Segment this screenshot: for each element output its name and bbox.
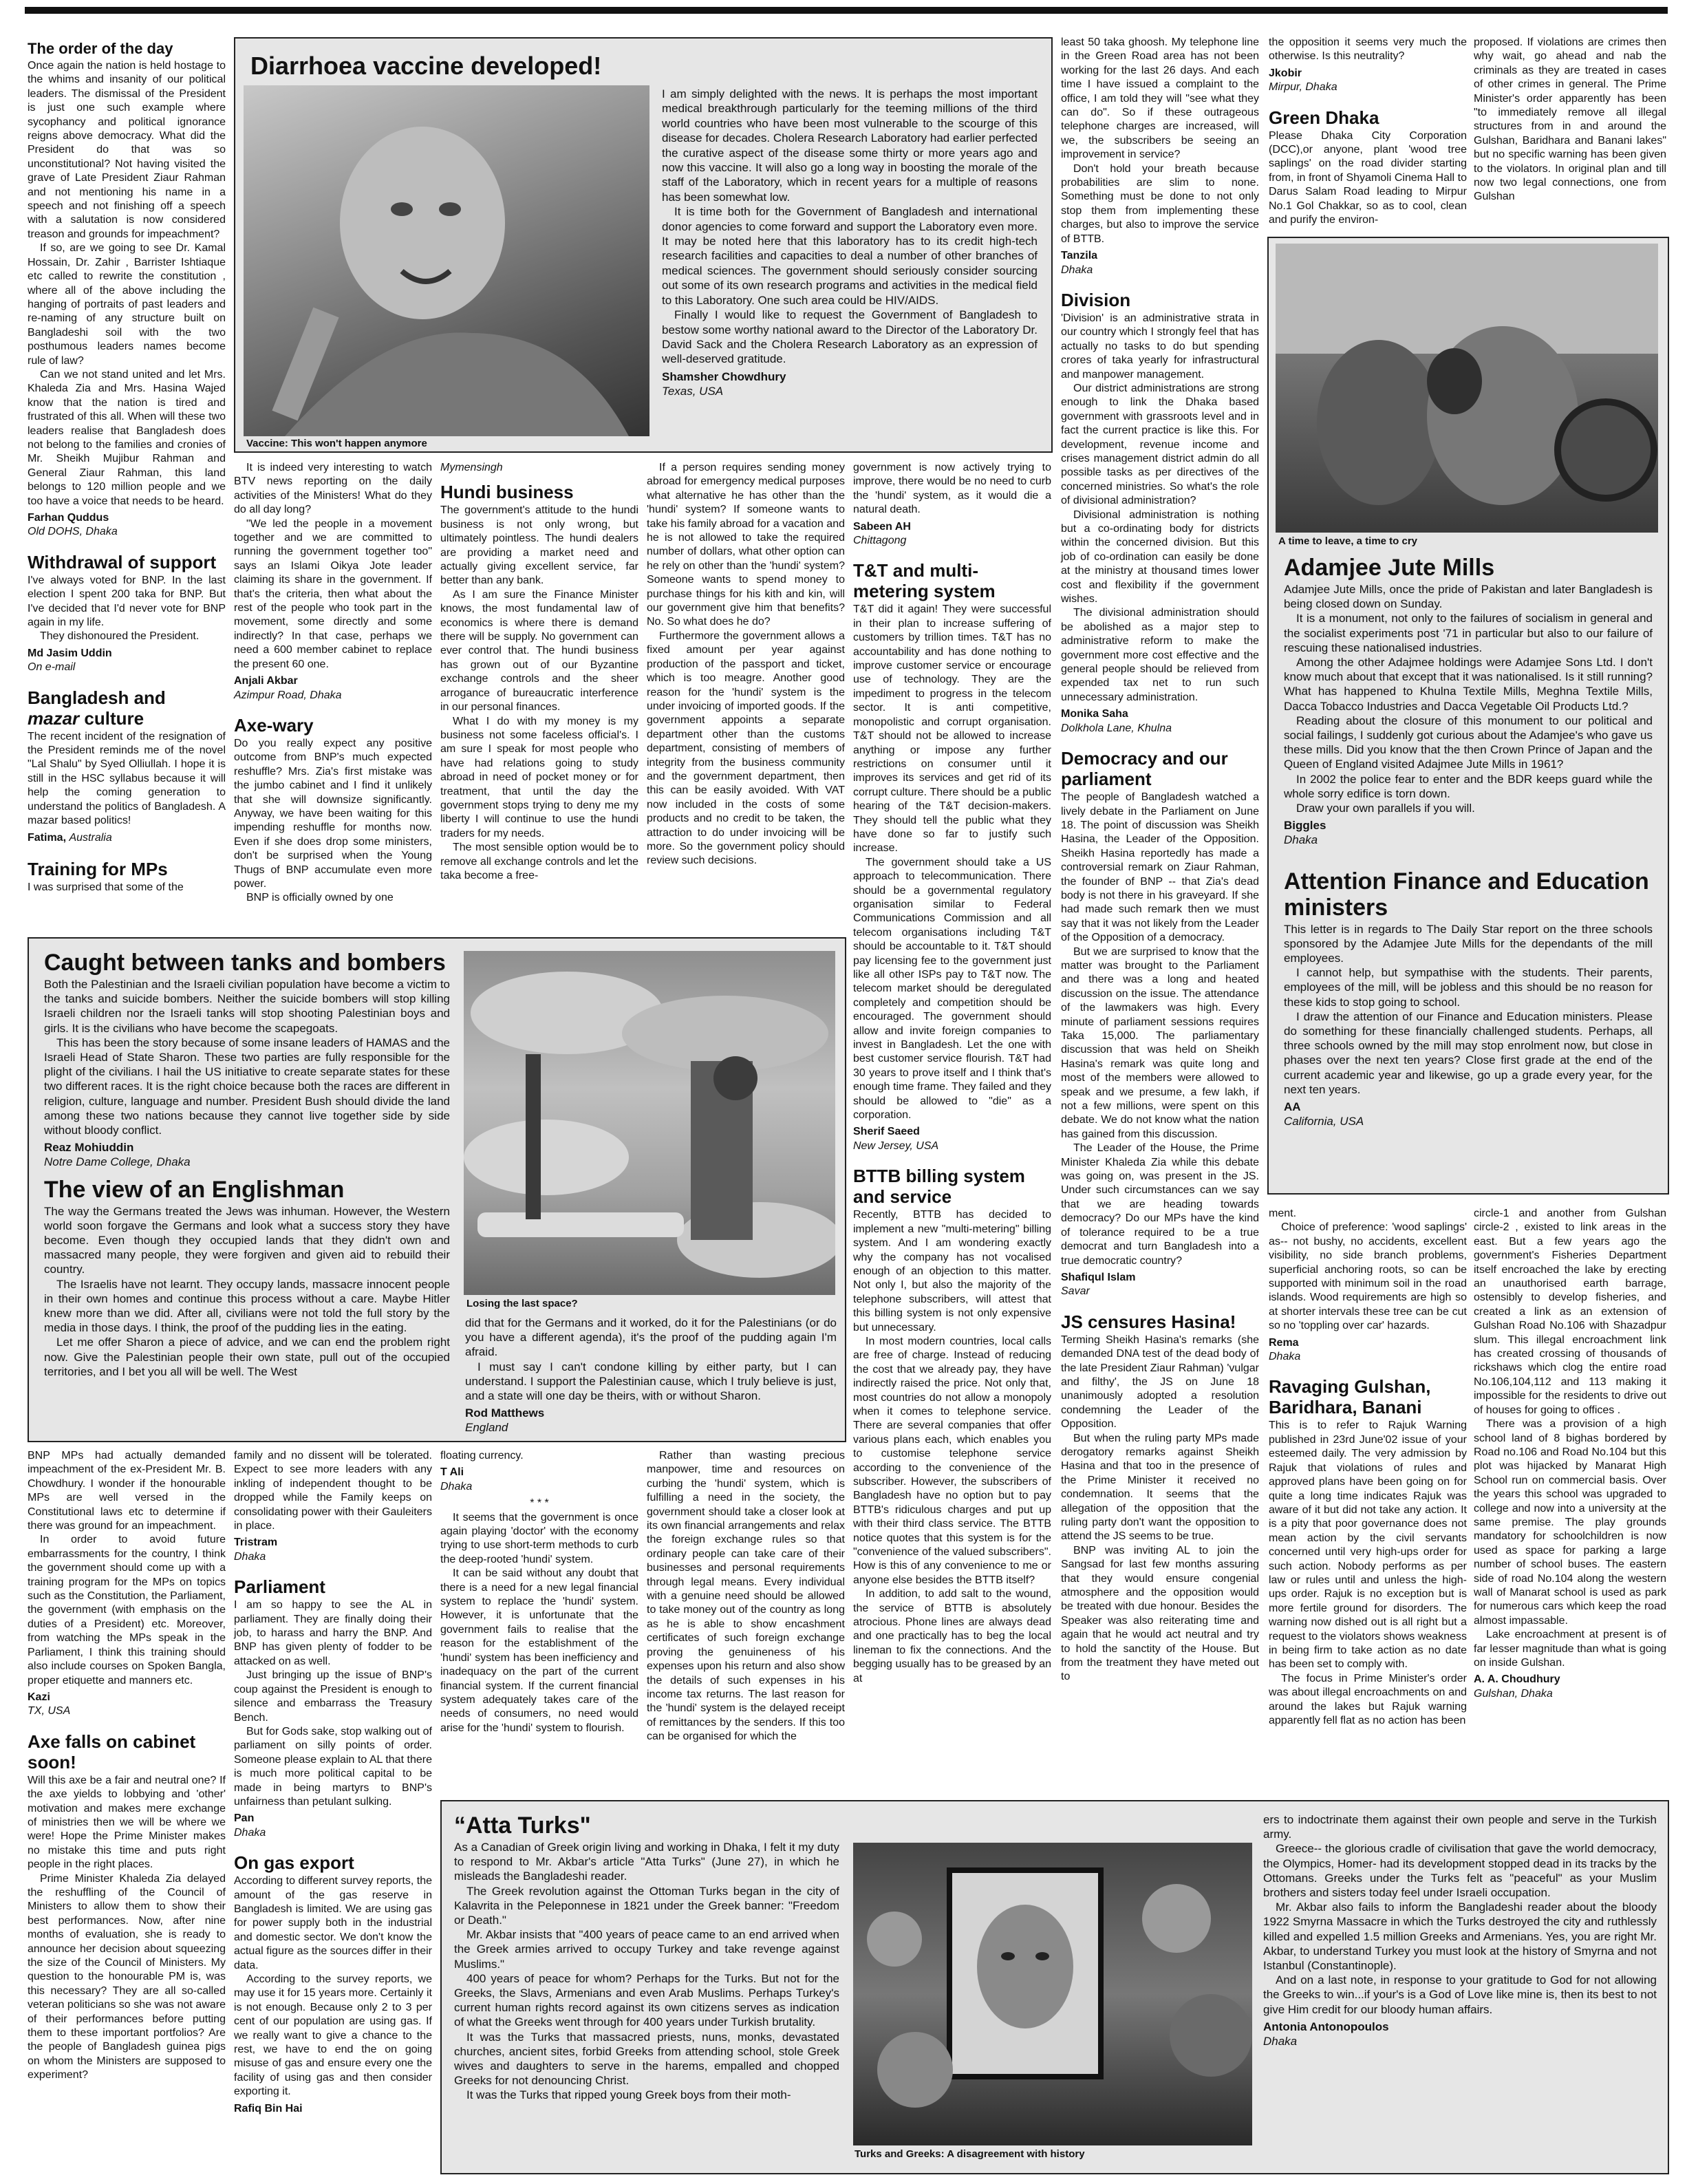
paragraph: Mr. Akbar insists that "400 years of peace came to an end arrived when the Greek armies arrived to occupy Turkey and take revenge against Muslims." bbox=[454, 1928, 839, 1971]
location: New Jersey, USA bbox=[853, 1139, 939, 1152]
column-parliament-gas bbox=[234, 1449, 432, 2116]
paragraph: But we are surprised to know that the matter was brought to the Parliament and there was a long and heated discussion on the issue. The attendance of the lawmakers was high. Every minute of parliament sessions requires Taka 15,000. The parliamentary discussion that was held on Sheikh Hasina's remark was quite long and most of the members were allowed to speak and we presume, a few lakh, if not a few millions, were spent on this debate. We do not know what the nation has gained from this discussion. bbox=[1061, 945, 1259, 1140]
location: Notre Dame College, Dhaka bbox=[44, 1155, 191, 1169]
headline-bttb-billing: BTTB billing system and service bbox=[853, 1166, 1025, 1208]
paragraph: circle-1 and another from Gulshan circle-2 , existed to link areas in the east. But a few years ago the government's Fisheries Department itself encroached the lake by erecting an unauthorised earth barrage, ostensibly to develop fisheries, and created a link as an extension of Gulshan Road No.106 with Shazadpur slum. This illegal encroachment link has created crossing of thousands of rickshaws which clog the entire road No.106,104,112 and 113 making it impossible for the residents to drive out of houses for going to offices . bbox=[1474, 1208, 1666, 1416]
feature-box-atta-turks bbox=[440, 1800, 1669, 2174]
paragraph: The divisional administration should be abolished as a major step to administrative reform to make the government more cost effective and the general people should be relieved from expended tax net to run such unnecessary administration. bbox=[1061, 607, 1259, 703]
paragraph: ment. bbox=[1269, 1208, 1297, 1219]
paragraph: I am simply delighted with the news. It is perhaps the most important medical breakthrough particularly for the teeming millions of the third world countries who have been most vulnerable to the scourge of this disease for decades. Cholera Research Laboratory had earlier perfected the curative aspect of the disease some thirty or more years ago and now this vaccine. It will also go a long way in boosting the morale of the staff of the Laboratory, which in recent years for a multiple of reasons has been somewhat low. bbox=[662, 87, 1038, 204]
signature: Tanzila bbox=[1061, 250, 1098, 262]
top-rule bbox=[25, 7, 1668, 14]
caption-diarrhoea: Vaccine: This won't happen anymore bbox=[246, 438, 427, 449]
paragraph: As I am sure the Finance Minister knows, the most fundamental law of economics is where there is demand there will be supply. No government can ever control that. The hundi business has grown out of our Byzantine exchange controls and the sheer arrogance of bureaucratic interference in our personal finances. bbox=[440, 588, 638, 714]
paragraph: the opposition it seems very much the otherwise. Is this neutrality? bbox=[1269, 36, 1467, 63]
paragraph: 'Division' is an administrative strata in our country which I strongly feel that has actually no tasks to do but spending crores of taka yearly for infrastructural and manpower management. bbox=[1061, 312, 1259, 381]
paragraph: Let me offer Sharon a piece of advice, and we can end the problem right now. Give the Palestinian people their own state, pull out of the occupied territories, and I bet you all will be well. The West bbox=[44, 1336, 450, 1378]
photo-sandbags-illustration bbox=[464, 951, 835, 1295]
paragraph: The way the Germans treated the Jews was inhuman. However, the Western world soon forgave the Germans and look what a success story they have become. Even though they occupied lands that they didn't own and massacred many people, they were forgiven and given aid to rebuild their country. bbox=[44, 1204, 450, 1276]
paragraph: proposed. If violations are crimes then why wait, go ahead and nab the criminals as they are treated in cases of other crimes in general. The Prime Minister's order apparently has been "to immediately remove all illegal structures from in and around the Gulshan, Baridhara and Banani lakes" but no specific warning has been given to the violators. In original plan and till now two legal connections, one from Gulshan bbox=[1474, 36, 1666, 203]
paragraph: I am so happy to see the AL in parliament. They are finally doing their job, to harass and harry the BNP. And BNP has given plenty of fodder to be attacked on as well. bbox=[234, 1599, 432, 1667]
photo-child bbox=[244, 85, 649, 436]
paragraph: It can be said without any doubt that there is a need for a new legal financial system to replace the 'hundi' system. However, it is unfortunate that the government fails to realise that the reason for the establishment of the 'hundi' system has been inefficiency and inadequacy on the part of the current financial system. If the current financial system adequately takes care of the needs of consumers, no need would arise for the 'hundi' system to flourish. bbox=[440, 1567, 638, 1734]
paragraph: Furthermore the government allows a fixed amount per year against production of the passport and ticket, which is too meagre. Another good reason for the 'hundi' system is the under invoicing of imported goods. If the government appoints a separate department other than the customs department, consisting of members of integrity from the business community and the government department, then this can be easily avoided. With VAT now included in the costs of some products and no credit to be taken, the attraction to do under invoicing will be more. So the government policy should review such decisions. bbox=[647, 630, 845, 867]
letter-englishman-continued bbox=[465, 1316, 837, 1448]
paragraph: The government's attitude to the hundi business is not only wrong, but ultimately pointless. The hundi dealers are providing a market need and actually giving excellent service, far better than any bank. bbox=[440, 504, 638, 587]
signature: Antonia Antonopoulos bbox=[1263, 2020, 1389, 2033]
paragraph: According to different survey reports, the amount of the gas reserve in Bangladesh is limited. We are using gas for power supply both in the industrial and domestic sector. We don't know the actual figure as the sources differ in their data. bbox=[234, 1875, 432, 1971]
paragraph: The Leader of the House, the Prime Minister Khaleda Zia while this debate was going on, was present in the JS. Under such circumstances can we say that we are heading towards democracy? Do our MPs have the kind of tolerance required to be a true democrat and turn Bangladesh into a true democratic country? bbox=[1061, 1142, 1259, 1267]
paragraph: T&T did it again! They were successful in their plan to increase suffering of customers by trillion times. T&T has no accountability and has done nothing to improve customer service or encourage use of technology. They are the impediment to progress in the telecom sector. It is anti competitive, monopolistic and corrupt organisation. T&T should not be allowed to increase anything or impose any further restrictions on consumer until it improves its services and get rid of its corrupt culture. There should be a public hearing of the T&T decision-makers. They should tell the public what they have done so far to justify such increase. bbox=[853, 603, 1051, 855]
paragraph: In addition, to add salt to the wound, the service of BTTB is absolutely atrocious. Phone lines are always dead and one practically has to beg the local lineman to fix the connections. And the begging usually has to be greased by an at bbox=[853, 1588, 1051, 1684]
paragraph: Lake encroachment at present is of far lesser magnitude than what is going on inside Gulshan. bbox=[1474, 1629, 1666, 1669]
paragraph: If a person requires sending money abroad for emergency medical purposes what alternative he has other than the 'hundi' system? If someone wants to take his family abroad for a vacation and he is not allowed to take the required number of dollars, what other option can he rely on other than the 'hundi' system? Someone wants to spend money to purchase things for his kith and kin, will our government give him that benefits? No. So what does he do? bbox=[647, 462, 845, 628]
photo-adamjee bbox=[1276, 244, 1658, 533]
paragraph: If so, are we going to see Dr. Kamal Hossain, Dr. Zahir , Barrister Ishtiaque etc called to rewrite the constitution , where all of the above including the hanging of portraits of past leaders and re-naming of any structure built on Bangladeshi soil with the two posthumous leaders names become rule of law? bbox=[28, 242, 226, 367]
headline-js-censures: JS censures Hasina! bbox=[1061, 1311, 1236, 1332]
signature: Monika Saha bbox=[1061, 708, 1128, 720]
paragraph: In order to avoid future embarrassments for the country, I think the government should come up with a training program for the MPs on topics such as the Constitution, the Parliament, the government (with emphasis on the duties of a President) etc. Moreover, from watching the MPs speak in the Parliament, I think this training should also include courses on Spoken Bangla, proper etiquette and manners etc. bbox=[28, 1534, 226, 1687]
headline-green-dhaka: Green Dhaka bbox=[1269, 107, 1379, 128]
paragraph: Do you really expect any positive outcome from BNP's much expected reshuffle? Mrs. Zia's first mistake was the jumbo cabinet and I find it unlikely that she will downsize significantly. Anyway, we have been waiting for this impending reshuffle for months now. Even if she does drop some ministers, don't be surprised when the Young Thugs of BNP accumulate even more power. bbox=[234, 737, 432, 890]
letter-atta-turks-continued bbox=[1263, 1812, 1657, 2061]
paragraph: family and no dissent will be tolerated. Expect to see more leaders with any inkling of independent thought to be dropped while the Family keeps on consolidating power with their Gauleiters in place. bbox=[234, 1450, 432, 1532]
feature-box-tanks-bombers bbox=[28, 937, 846, 1442]
paragraph: least 50 taka ghoosh. My telephone line in the Green Road area has not been working for the last 26 days. And each time I have issued a complaint to the office, I am told they will "see what they can do". So if these outrageous telephone charges are increased, will we, the subscribers be seeing an improvement in service? bbox=[1061, 36, 1259, 161]
paragraph: They dishonoured the President. bbox=[40, 630, 200, 643]
paragraph: Just bringing up the issue of BNP's coup against the President is enough to silence and embarrass the Treasury Bench. bbox=[234, 1669, 432, 1724]
paragraph: Will this axe be a fair and neutral one? If the axe yields to lobbying and 'other' motivation and makes mere exchange of ministries then we will be where we were! Hope the Prime Minister makes no mistake this time and puts right people in the right places. bbox=[28, 1774, 226, 1871]
paragraph: Finally I would like to request the Government of Bangladesh to bestow some worthy national award to the Director of the Laboratory Dr. David Sack and the Cholera Research Laboratory as an expression of well-deserved gratitude. bbox=[662, 308, 1038, 366]
paragraph: BNP was inviting AL to join the Sangsad for last few months assuring that they would ensure congenial atmosphere and the opposition would be treated with due honour. Besides the Speaker was also reiterating time and again that he would act neutral and try to hold the sanctity of the House. But from the treatment they have meted out to bbox=[1061, 1544, 1259, 1683]
headline-mazar-culture: Bangladesh and mazar culture bbox=[28, 687, 166, 729]
signature: Md Jasim Uddin bbox=[28, 647, 112, 659]
location: Dhaka bbox=[1263, 2035, 1298, 2048]
signature: Pan bbox=[234, 1812, 255, 1825]
signature: Sherif Saeed bbox=[853, 1126, 920, 1138]
location: Old DOHS, Dhaka bbox=[28, 526, 118, 538]
photo-sandbags bbox=[464, 951, 835, 1295]
paragraph: Mr. Akbar also fails to inform the Bangladeshi reader about the bloody 1922 Smyrna Massacre in which the Turks destroyed the city and ruthlessly killed and expelled 1.5 million Greeks and Armenians. Yes, you are right Mr. Akbar, to understand Turkey you must look at the history of Smyrna and not Istanbul (Constantinople). bbox=[1263, 1901, 1657, 1973]
photo-turks-greeks-illustration bbox=[853, 1843, 1252, 2145]
headline-division: Division bbox=[1061, 289, 1131, 310]
paragraph: But when the ruling party MPs made derogatory remarks against Sheikh Hasina and that too in the presence of the Prime Minister it received no condemnation. It seems that the allegation of the opposition that the ruling party don't want the opposition to attend the JS seems to be true. bbox=[1061, 1432, 1259, 1543]
letter-atta-turks bbox=[454, 1812, 839, 2103]
location: Dolkhola Lane, Khulna bbox=[1061, 722, 1172, 734]
headline-adamjee: Adamjee Jute Mills bbox=[1284, 555, 1495, 581]
paragraph: I cannot help, but sympathise with the students. Their parents, employees of the mill, will be jobless and this should be no reason for these kids to stop going to school. bbox=[1284, 966, 1653, 1009]
paragraph: 400 years of peace for whom? Perhaps for the Turks. But not for the Greeks, the Slavs, Armenians and even Arab Muslims. Perhaps Turkey's current human rights record against its own citizens serves as indication of what the Greeks went through for 400 years under Turkish brutality. bbox=[454, 1971, 839, 2029]
paragraph: Reading about the closure of this monument to our political and social failings, I suddenly got curious about the Adamjee's who gave us these mills. Did you know that the then Crown Prince of Japan and the Queen of England visited Adajmee Jute Mills in 1961? bbox=[1284, 714, 1653, 771]
paragraph: Greece-- the glorious cradle of civilisation that gave the world democracy, the Olympics, Homer- had its development stopped dead in its tracks by the Ottomans. Greeks under the Turks felt as "peaceful" as your Muslim brothers and sisters today feel under Israeli occupation. bbox=[1263, 1842, 1657, 1900]
paragraph: floating currency. bbox=[440, 1450, 524, 1462]
paragraph: The recent incident of the resignation of the President reminds me of the novel "Lal Shalu" by Syed Olliullah. I hope it is still in the HSC syllabus because it will help the coming generation to understand the politics of Bangladesh. A mazar based politics! bbox=[28, 730, 226, 827]
signature: AA bbox=[1284, 1100, 1301, 1114]
signature: A. A. Choudhury bbox=[1474, 1673, 1560, 1686]
paragraph: ers to indoctrinate them against their own people and serve in the Turkish army. bbox=[1263, 1813, 1657, 1841]
location: Chittagong bbox=[853, 535, 907, 547]
paragraph: Divisional administration is nothing but a co-ordinating body for districts within the concerned division. But this job of co-ordination can easily be done at the ministry at thousand times lower cost and flexibility if the government wishes. bbox=[1061, 508, 1259, 606]
column-hundi-continued bbox=[440, 1449, 638, 1735]
photo-child-illustration bbox=[244, 85, 649, 436]
location: Mirpur, Dhaka bbox=[1269, 81, 1337, 94]
paragraph: As a Canadian of Greek origin living and working in Dhaka, I felt it my duty to respond to Mr. Akbar's article "Atta Turks" (June 27), in which he misleads the Bangladeshi reader. bbox=[454, 1841, 839, 1883]
paragraph: I must say I can't condone killing by either party, but I can understand. I support the Palestinian cause, which I truly believe is just, and a state will one day be theirs, with or without Sharon. bbox=[465, 1360, 837, 1403]
location: Texas, USA bbox=[662, 385, 724, 398]
location: Dhaka bbox=[1269, 1351, 1301, 1363]
signature: Rema bbox=[1269, 1336, 1299, 1349]
signature: Rafiq Bin Hai bbox=[234, 2102, 303, 2115]
paragraph: It is a monument, not only to the failures of socialism in general and the socialist experiments post '71 in particular but also to our failure of rescuing these nationalised industries. bbox=[1284, 612, 1653, 654]
column-1-top bbox=[28, 40, 226, 895]
signature: Biggles bbox=[1284, 819, 1326, 833]
location: California, USA bbox=[1284, 1115, 1364, 1128]
paragraph: Prime Minister Khaleda Zia delayed the reshuffling of the Council of Ministers to allow them to show their best performances. Now, after nine months of evaluation, she is ready to announce her decision about squeezing the size of the Council of Ministers. My question to the honourable PM is, was this necessary? They are all so-called veteran politicians so she was not aware of their performances before putting them to these important portfolios? Are the people of Bangladesh guinea pigs on whom the Ministers are supposed to experiment? bbox=[28, 1872, 226, 2081]
feature-box-diarrhoea bbox=[234, 37, 1053, 453]
signature: T Ali bbox=[440, 1466, 464, 1479]
signature: Jkobir bbox=[1269, 67, 1302, 79]
paragraph: It was the Turks that massacred priests, nuns, monks, devastated churches, ancient sites, forbid Greeks from attending school, stole Greek wives and daughters to serve in the harems, empalled and chopped Greeks for not denouncing Christ. bbox=[454, 2030, 839, 2088]
headline-atta-turks: “Atta Turks" bbox=[454, 1812, 591, 1839]
location: England bbox=[465, 1421, 508, 1435]
paragraph: In 2002 the police fear to enter and the BDR keeps guard while the whole sorry edifice is torn down. bbox=[1284, 772, 1653, 800]
paragraph: BNP is officially owned by one bbox=[246, 892, 394, 904]
signature: Kazi bbox=[28, 1691, 50, 1703]
location: On e-mail bbox=[28, 661, 76, 674]
paragraph: The most sensible option would be to remove all exchange controls and let the taka become a free- bbox=[440, 842, 638, 881]
location: Mymensingh bbox=[440, 462, 503, 473]
paragraph: Draw your own parallels if you will. bbox=[1296, 802, 1475, 815]
feature-box-adamjee bbox=[1267, 237, 1669, 1195]
location: Gulshan, Dhaka bbox=[1474, 1687, 1553, 1700]
location: Azimpur Road, Dhaka bbox=[234, 689, 342, 701]
headline-gas-export: On gas export bbox=[234, 1852, 354, 1874]
column-green-dhaka bbox=[1269, 36, 1467, 227]
column-division bbox=[1061, 36, 1259, 1684]
column-tt bbox=[853, 461, 1051, 1686]
paragraph: The Greek revolution against the Ottoman Turks began in the city of Kalavrita in the Peleponnese in 1821 under the Greek banner: "Freedom or Death." bbox=[454, 1884, 839, 1927]
headline-parliament: Parliament bbox=[234, 1576, 325, 1598]
paragraph: "We led the people in a movement together and we are committed to running the government together too" says an Islami Oikya Jote leader claiming its share in the government. If that's the criteria, then what about the rest of the people who took part in the movement, some directly and some indirectly? In that case, perhaps we need a 600 member cabinet to replace the present 60 one. bbox=[234, 517, 432, 670]
paragraph: Please Dhaka City Corporation (DCC),or anyone, plant 'wood tree saplings' on the road divider starting from, in front of Shyamoli Cinema Hall to Darus Salam Road leading to Mirpur No.1 Gol Chakkar, so as to cool, clean and purify the environ- bbox=[1269, 129, 1467, 226]
column-ravaging-top bbox=[1474, 36, 1666, 204]
headline-attention-ministers: Attention Finance and Education ministers bbox=[1284, 868, 1649, 921]
signature: Farhan Quddus bbox=[28, 512, 109, 524]
paragraph: The focus in Prime Minister's order was about illegal encroachments on and around the lakes but Rajuk warning apparently fell flat as no action has been bbox=[1269, 1672, 1467, 1726]
paragraph: I've always voted for BNP. In the last election I spent 200 taka for BNP. But I've decided that I'd never vote for BNP again in my life. bbox=[28, 574, 226, 629]
paragraph: BNP MPs had actually demanded impeachment of the ex-President Mr. B. Chowdhury. I wonder if the honourable MPs are well versed in the Constitutional laws etc to determine if there was ground for an impeachment. bbox=[28, 1450, 226, 1532]
paragraph: The government should take a US approach to telecommunication. There should be a governmental regulatory organisation similar to Federal Communications Commission and all telecom organisations including T&T should be accountable to it. T&T should pay licensing fee to the government just like all other ISPs pay to T&T now. The telecom market should be deregulated completely and competition should be encouraged. The government should allow and invite foreign companies to invest in Bangladesh. Let the one with best customer service flourish. T&T had 30 years to prove itself and I think that's enough time frame. They failed and they should be allowed to "die" as a corporation. bbox=[853, 856, 1051, 1122]
paragraph: Adamjee Jute Mills, once the pride of Pakistan and later Bangladesh is being closed down on Sunday. bbox=[1284, 583, 1653, 611]
paragraph: Can we not stand united and let Mrs. Khaleda Zia and Mrs. Hasina Wajed know that the nation is tired and frustrated of this all. When will these two leaders realise that Bangladesh does not belong to the families and cronies of Mr. Sheikh Mujibur Rahman and General Ziaur Rahman, this land belongs to 120 million people and we too have a voice that needs to be heard. bbox=[28, 368, 226, 507]
column-training-axe bbox=[28, 1449, 226, 2083]
paragraph: Once again the nation is held hostage to the whims and insanity of our political leaders. The dismissal of the President is just one such example where sycophancy and political ignorance reigns above democracy. What did the President do that was so unconstitutional? Not having visited the grave of Late President Ziaur Rahman and not mentioning his name in a speech and not finishing off a speech with a salutation is now considered treason and grounds for impeachment? bbox=[28, 60, 226, 240]
paragraph: This has been the story because of some insane leaders of HAMAS and the Israeli Head of State Sharon. These two parties are fully responsible for the plight of the civilians. I hail the US initiative to create separate states for these two different races. It is the right choice because both the races are different in religion, culture, language and number. President Bush should divide the land among these two nations because they cannot live together side by side without bloody conflict. bbox=[44, 1036, 450, 1137]
paragraph: Choice of preference: 'wood saplings' as-- not bushy, no accidents, excellent visibility, no side branch problems, superficial anchoring roots, so can be supported with minimum soil in the road islands. Wood requirements are high so at shorter intervals these tree can be cut so no 'toppling over car' hazards. bbox=[1269, 1221, 1467, 1332]
photo-turks-greeks bbox=[853, 1843, 1252, 2145]
paragraph: I was surprised that some of the bbox=[28, 881, 184, 893]
paragraph: This letter is in regards to The Daily Star report on the three schools sponsored by the Adamjee Jute Mills for the dependants of the mill employees. bbox=[1284, 922, 1653, 965]
signature: Fatima, Australia bbox=[28, 831, 112, 844]
signature: Reaz Mohiuddin bbox=[44, 1141, 134, 1155]
paragraph: did that for the Germans and it worked, do it for the Palestinians (or do you have a different agenda), it's the proof of the pudding again I'm afraid. bbox=[465, 1316, 837, 1359]
separator-stars: * * * bbox=[530, 1497, 549, 1510]
signature: Sabeen AH bbox=[853, 520, 911, 533]
signature: Rod Matthews bbox=[465, 1406, 545, 1420]
paragraph: And on a last note, in response to your gratitude to God for not allowing the Greeks to win...if your's is a God of Love like mine is, then its best to not give Him credit for our bloody human affairs. bbox=[1263, 1973, 1657, 2016]
paragraph: Terming Sheikh Hasina's remarks (she demanded DNA test of the dead body of the late President Ziaur Rahman) 'vulgar and filthy', the JS on June 18 unanimously adopted a resolution condemning the Leader of the Opposition. bbox=[1061, 1334, 1259, 1431]
column-ravaging-continued bbox=[1474, 1207, 1666, 1713]
signature: Shamsher Chowdhury bbox=[662, 370, 786, 383]
headline-tanks-bombers: Caught between tanks and bombers bbox=[44, 950, 446, 976]
signature: Anjali Akbar bbox=[234, 675, 298, 687]
headline-axe-falls: Axe falls on cabinet soon! bbox=[28, 1731, 196, 1773]
paragraph: There was a provision of a high school land of 8 bighas bordered by Road no.106 and Road No.104 but this plot was hijacked by Manarat High School run on commercial basis. Over the years this school was upgraded to college and now into a university at the same premise. The play grounds mandatory for schoolchildren is now used as space for parking a large number of school buses. The eastern side of road No.104 along the western wall of Manarat school is used as park for numerous cars which keep the road almost impassable. bbox=[1474, 1418, 1666, 1627]
paragraph: I draw the attention of our Finance and Education ministers. Please do something for these financially challenged students. Perhaps, all three schools owned by the mill may stop enrolment now, but close in phases over the next ten years? Close first grade at the end of the current academic year and likewise, go up a grade every year, for the next ten years. bbox=[1284, 1009, 1653, 1096]
paragraph: It is indeed very interesting to watch BTV news reporting on the daily activities of the Ministers! What do they do all day long? bbox=[234, 462, 432, 516]
column-hundi-2-lower bbox=[647, 1449, 845, 1744]
paragraph: The people of Bangladesh watched a lively debate in the Parliament on June 18. The point of discussion was Sheikh Hasina, the Leader of the Opposition. Sheikh Hasina reportedly has made a controversial remark on Ziaur Rahman, the founder of BNP -- that Zia's dead body is not there in his graveyard. If she had made such remark then we must say that it was not likely from the Leader of the Opposition of a democracy. bbox=[1061, 791, 1259, 944]
headline-tt-metering: T&T and multi-metering system bbox=[853, 560, 996, 602]
paragraph: Our district administrations are strong enough to link the Dhaka based government with grassroots level and in fact the current practice is like this. For development, revenue income and crises management district admin do all possible tasks as per directives of the concerned ministries. So what's the role of divisional administration? bbox=[1061, 382, 1259, 507]
signature: Tristram bbox=[234, 1537, 278, 1549]
location: Dhaka bbox=[440, 1480, 473, 1492]
letter-tanks-bombers bbox=[44, 950, 450, 1379]
paragraph: government is now actively trying to improve, there would be no need to curb the 'hundi' system, as it would die a natural death. bbox=[853, 462, 1051, 516]
paragraph: Don't hold your breath because probabilities are slim to none. Something must be done to not only stop them from implementing these charges, but also to improve the service of BTTB. bbox=[1061, 162, 1259, 245]
column-hundi bbox=[440, 461, 638, 883]
paragraph: It is time both for the Government of Bangladesh and international donor agencies to come forward and support the Laboratory even more. It may be noted here that this laboratory has to its credit high-tech research facilities and capacities to deal a number of other branches of medical sciences. The government should seriously consider sourcing out some of its own research programs and activities in the medical field to this Laboratory. One such area could be HIV/AIDS. bbox=[662, 205, 1038, 307]
paragraph: According to the survey reports, we may use it for 15 years more. Certainly it is not enough. Because only 2 to 3 per cent of our population are using gas. If we really want to give a chance to the rest, we have to end the on going misuse of gas and ensure every one the facility of using gas and then consider exporting it. bbox=[234, 1973, 432, 2098]
paragraph: In most modern countries, local calls are free of charge. Instead of reducing the cost that we already pay, they have indirectly raised the price. Not only that, most countries do not allow a monopoly when it comes to telephone service. There are several companies that offer various plans each, which enables you to customise telephone service according to the convenience of the subscriber. However, the subscribers of Bangladesh have no option but to pay BTTB's ridiculous charges and put up with their third class service. The BTTB notice quotes that this system is for the "convenience of the valued subscribers". How is this of any convenience to me or anyone else besides the BTTB itself? bbox=[853, 1335, 1051, 1586]
headline-ravaging: Ravaging Gulshan, Baridhara, Banani bbox=[1269, 1376, 1431, 1418]
paragraph: This is to refer to Rajuk Warning published in 23rd June'02 issue of your esteemed daily. The very admission by Rajuk that violations of rules and approved plans have been going on for quite a long time indicates Rajuk was aware of it but did not take any action. It is a pity that poor governance does not mean action by the civil servants concerned until very high-ups order for such action. Nobody performs as per law or rules until and unless the high-ups order. Rajuk is no exception but is more fertile ground for disorders. The warning now dished out is all right but a request to the violators shows weakness in being firm to take action as no date has been set to comply with. bbox=[1269, 1420, 1467, 1671]
location: Dhaka bbox=[234, 1826, 266, 1839]
paragraph: Among the other Adajmee holdings were Adamjee Sons Ltd. I don't know much about that except that it was nationalised. Is it still running? What has happened to Khulna Textile Mills, Meghna Textile Mills, Dacca Tobacco Industries and Dacca Vegetable Oil Products Ltd.? bbox=[1284, 656, 1653, 713]
headline-hundi: Hundi business bbox=[440, 482, 574, 503]
letter-diarrhoea bbox=[662, 87, 1038, 411]
headline-democracy: Democracy and our parliament bbox=[1061, 748, 1228, 790]
caption-tanks-bombers: Losing the last space? bbox=[466, 1298, 578, 1309]
caption-turks-greeks: Turks and Greeks: A disagreement with history bbox=[855, 2148, 1085, 2160]
column-hundi-2 bbox=[647, 461, 845, 868]
headline-order-of-day: The order of the day bbox=[28, 40, 173, 57]
paragraph: The Israelis have not learnt. They occupy lands, massacre innocent people in their own homes and continue this process without a care. Maybe Hitler knew more than we did. After all, civilians were not told the full story by the media in those days. I think, the proof of the pudding lies in the eating. bbox=[44, 1277, 450, 1335]
headline-training-mps: Training for MPs bbox=[28, 858, 168, 879]
paragraph: It seems that the government is once again playing 'doctor' with the economy trying to use short-term methods to curb the deep-rooted 'hundi' system. bbox=[440, 1511, 638, 1565]
location: Dhaka bbox=[1284, 833, 1318, 847]
location: Dhaka bbox=[1061, 264, 1093, 276]
paragraph: It was the Turks that ripped young Greek boys from their moth- bbox=[466, 2088, 791, 2102]
paragraph: What I do with my money is my business not some faceless official's. I am sure I speak for most people who have had relations going to study abroad in need of pocket money or for treatment, that until the day the government stops trying to deny me my liberty I will continue to use the hundi traders for my needs. bbox=[440, 715, 638, 839]
location: Savar bbox=[1061, 1285, 1090, 1298]
location: TX, USA bbox=[28, 1705, 71, 1717]
paragraph: But for Gods sake, stop walking out of parliament on silly points of order. Someone please explain to AL that there is much more political capital to be made in being martyrs to BNP's unfairness than petulant sulking. bbox=[234, 1725, 432, 1808]
signature: Shafiqul Islam bbox=[1061, 1271, 1136, 1283]
location: Dhaka bbox=[234, 1550, 266, 1563]
headline-diarrhoea: Diarrhoea vaccine developed! bbox=[250, 52, 602, 80]
caption-adamjee: A time to leave, a time to cry bbox=[1278, 535, 1418, 547]
photo-adamjee-illustration bbox=[1276, 244, 1658, 533]
headline-withdrawal: Withdrawal of support bbox=[28, 551, 217, 572]
paragraph: Both the Palestinian and the Israeli civilian population have become a victim to the tanks and suicide bombers. Neither the suicide bombers will stop killing Israeli children nor the Israeli tanks will stop shooting Palestinian boys and girls. It is the civilians who have become the scapegoats. bbox=[44, 978, 450, 1035]
paragraph: Rather than wasting precious manpower, time and resources on curbing the 'hundi' system, which is fulfilling a need in the society, the government should take a closer look at its own financial arrangements and relax the foreign exchange rules so that ordinary people can take care of their businesses and personal requirements through legal means. Every individual with a genuine need should be allowed to take money out of the country as long as he is able to show encashment certificates of such foreign exchange proving the genuineness of his expenses upon his return and also show the details of such expenses in his income tax returns. The last reason for the 'hundi' system is the delayed receipt of remittances by the senders. If this too can be organised for which the bbox=[647, 1450, 845, 1743]
column-btv bbox=[234, 461, 432, 906]
letter-adamjee bbox=[1284, 555, 1653, 1142]
headline-axe-wary: Axe-wary bbox=[234, 714, 314, 736]
headline-englishman: The view of an Englishman bbox=[44, 1176, 345, 1203]
paragraph: Recently, BTTB has decided to implement a new "multi-metering" billing system. And I am wondering exactly why the company has not vocalised enough of an objection to this matter. Not only I, but also the majority of the telephone subscribers, will attest that this billing system is not only expensive but unnecessary. bbox=[853, 1209, 1051, 1334]
column-ravaging bbox=[1269, 1207, 1467, 1728]
